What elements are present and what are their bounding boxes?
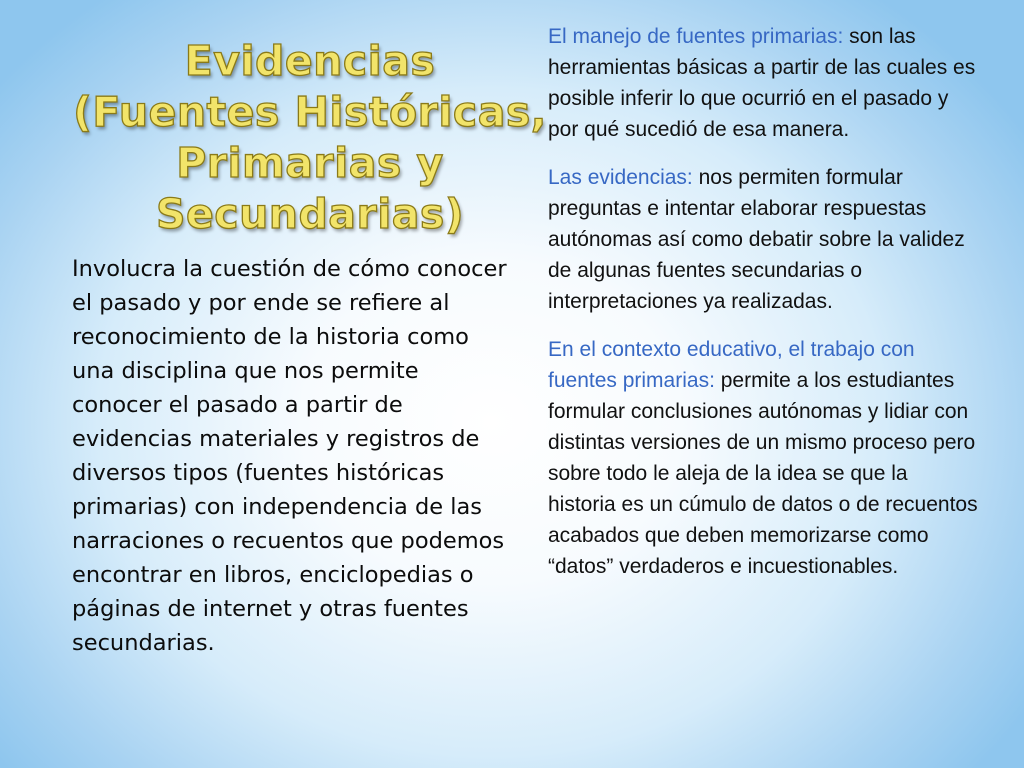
title-line-1: Evidencias (184, 37, 436, 85)
text-fuentes-primarias: son las herramientas básicas a partir de las cuales es posible inferir lo que ocurrió en el pasado y por qué sucedió de esa manera. (548, 25, 976, 141)
title-line-4: Secundarias) (155, 190, 465, 238)
highlight-contexto-educativo: En el contexto educativo, el trabajo con fuentes primarias: (548, 338, 915, 392)
paragraph-contexto-educativo (548, 334, 978, 582)
left-body-text: Involucra la cuestión de cómo conocer el pasado y por ende se refiere al reconocimiento de la historia como una disciplina que nos permite conocer el pasado a partir de evidencias materiales y registros de diversos tipos (fuentes históricas primarias) con independencia de las narraciones o recuentos que podemos encontrar en libros, enciclopedias o páginas de internet y otras fuentes secundarias. (72, 256, 507, 656)
right-column (548, 21, 978, 582)
slide-title (60, 36, 560, 240)
highlight-fuentes-primarias: El manejo de fuentes primarias: (548, 25, 844, 48)
title-line-2: (Fuentes Históricas, (73, 88, 547, 136)
text-evidencias: nos permiten formular preguntas e intentar elaborar respuestas autónomas así como debatir sobre la validez de algunas fuentes secundarias o interpretaciones ya realizadas. (548, 166, 965, 313)
highlight-evidencias: Las evidencias: (548, 166, 693, 189)
paragraph-evidencias (548, 162, 978, 317)
text-contexto-educativo: permite a los estudiantes formular conclusiones autónomas y lidiar con distintas versiones de un mismo proceso pero sobre todo le aleja de la idea se que la historia es un cúmulo de datos o de recuentos acabados que deben memorizarse como “datos” verdaderos e incuestionables. (548, 369, 978, 578)
title-line-3: Primarias y (176, 139, 444, 187)
paragraph-fuentes-primarias (548, 21, 978, 145)
